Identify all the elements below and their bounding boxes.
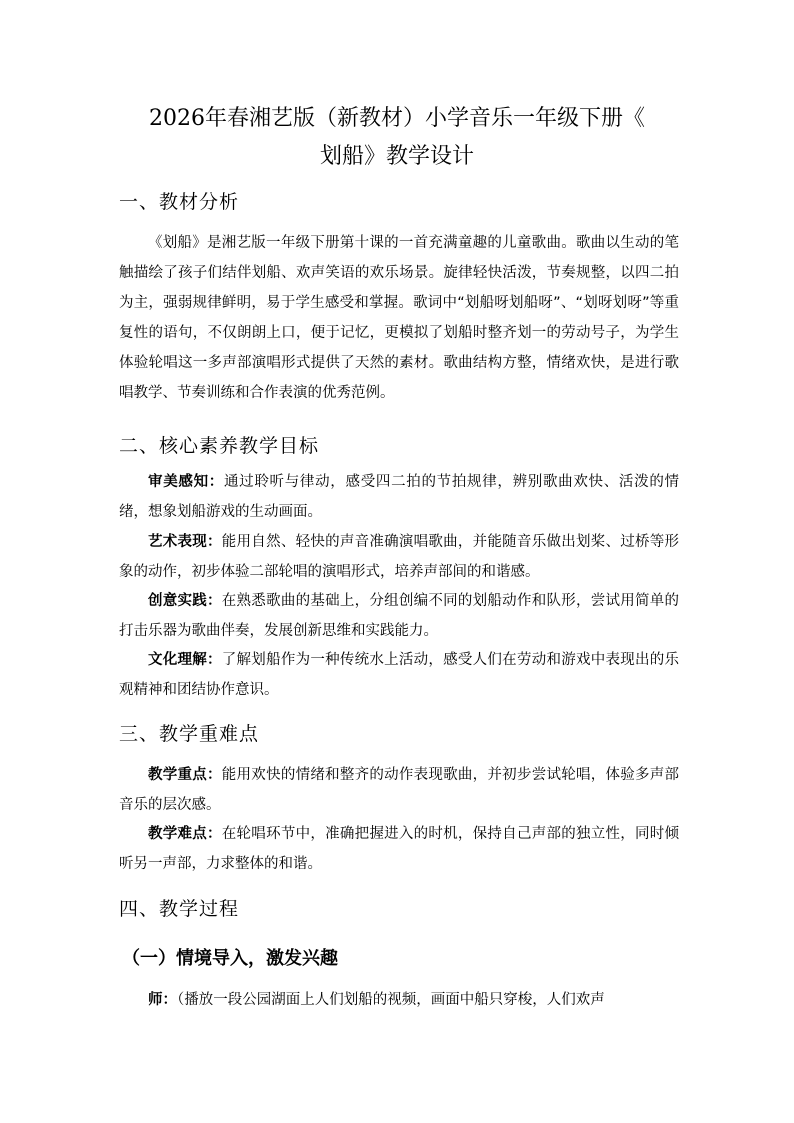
objective-label: 艺术表现： [148, 534, 222, 550]
title-line-1: 2026年春湘艺版（新教材）小学音乐一年级下册《 [149, 106, 645, 131]
section-heading-key-points: 三、教学重难点 [119, 723, 260, 745]
key-point-label: 教学重点： [148, 767, 222, 783]
teacher-dialogue [119, 985, 679, 1015]
difficult-point [119, 819, 679, 879]
section-heading-process: 四、教学过程 [119, 898, 240, 920]
objective-label: 文化理解： [148, 652, 222, 668]
teacher-label: 师： [148, 992, 177, 1008]
objective-text: 在熟悉歌曲的基础上，分组创编不同的划船动作和队形，尝试用简单的打击乐器为歌曲伴奏，发展创新思维和实践能力。 [119, 593, 680, 639]
objective-culture [119, 645, 679, 705]
objective-expression [119, 527, 679, 587]
teacher-text: （播放一段公园湖面上人们划船的视频，画面中船只穿梭，人们欢声 [177, 992, 605, 1008]
key-point [119, 760, 679, 820]
objective-aesthetic [119, 467, 679, 527]
title-line-2: 划船》教学设计 [319, 144, 474, 169]
key-point-text: 能用欢快的情绪和整齐的动作表现歌曲，并初步尝试轮唱，体验多声部音乐的层次感。 [119, 767, 680, 813]
objective-text: 通过聆听与律动，感受四二拍的节拍规律，辨别歌曲欢快、活泼的情绪，想象划船游戏的生动画面。 [119, 474, 680, 520]
difficult-point-label: 教学难点： [148, 826, 222, 842]
section-heading-objectives: 二、核心素养教学目标 [119, 435, 320, 457]
difficult-point-text: 在轮唱环节中，准确把握进入的时机，保持自己声部的独立性，同时倾听另一声部，力求整体的和谐。 [119, 826, 680, 872]
analysis-paragraph: 《划船》是湘艺版一年级下册第十课的一首充满童趣的儿童歌曲。歌曲以生动的笔触描绘了孩子们结伴划船、欢声笑语的欢乐场景。旋律轻快活泼，节奏规整，以四二拍为主，强弱规律鲜明，易于学生感受和掌握。歌词中“划船呀划船呀”、“划呀划呀”等重复性的语句，不仅朗朗上口，便于记忆，更模拟了划船时整齐划一的劳动号子，为学生体验轮唱这一多声部演唱形式提供了天然的素材。歌曲结构方整，情绪欢快，是进行歌唱教学、节奏训练和合作表演的优秀范例。 [119, 235, 679, 401]
document-title [100, 100, 694, 176]
subsection-heading-introduction: （一）情境导入，激发兴趣 [122, 948, 338, 969]
objective-text: 了解划船作为一种传统水上活动，感受人们在劳动和游戏中表现出的乐观精神和团结协作意识。 [119, 652, 680, 698]
objective-creative [119, 586, 679, 646]
section-heading-analysis: 一、教材分析 [119, 191, 240, 213]
objective-label: 审美感知： [148, 474, 224, 490]
objective-label: 创意实践： [148, 593, 222, 609]
objective-text: 能用自然、轻快的声音准确演唱歌曲，并能随音乐做出划桨、过桥等形象的动作，初步体验二部轮唱的演唱形式，培养声部间的和谐感。 [119, 534, 680, 580]
